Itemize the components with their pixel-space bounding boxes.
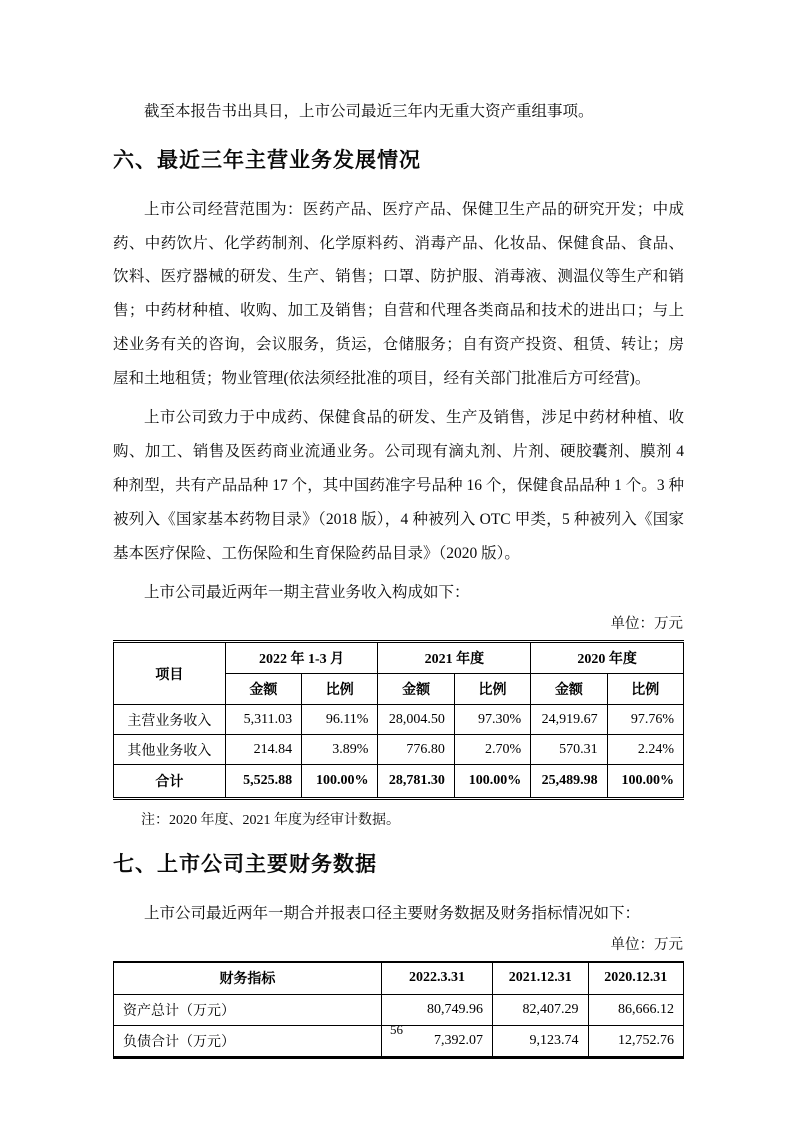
cell-value: 100.00% <box>302 765 378 799</box>
indicator-column-header: 财务指标 <box>114 962 382 995</box>
ratio-header: 比例 <box>302 674 378 705</box>
page-number: 56 <box>390 1022 403 1037</box>
cell-value: 28,781.30 <box>378 765 454 799</box>
row-label: 主营业务收入 <box>114 705 226 735</box>
row-label: 合计 <box>114 765 226 799</box>
intro-paragraph: 截至本报告书出具日，上市公司最近三年内无重大资产重组事项。 <box>144 103 594 120</box>
item-column-header: 项目 <box>114 642 226 705</box>
cell-value: 776.80 <box>378 735 454 765</box>
period-header-2021: 2021 年度 <box>378 642 531 674</box>
financial-data-table <box>113 961 684 1059</box>
cell-value: 5,311.03 <box>225 705 301 735</box>
cell-value: 5,525.88 <box>225 765 301 799</box>
financial-table-header-row <box>114 962 684 995</box>
table-row-main-revenue <box>114 705 684 735</box>
cell-value: 3.89% <box>302 735 378 765</box>
row-label: 资产总计（万元） <box>114 994 382 1025</box>
section6-heading: 六、最近三年主营业务发展情况 <box>113 148 421 172</box>
date-header-2020: 2020.12.31 <box>588 962 684 995</box>
cell-value: 96.11% <box>302 705 378 735</box>
cell-value: 2.70% <box>454 735 530 765</box>
unit-label-financial: 单位：万元 <box>610 936 683 953</box>
table-row-total <box>114 765 684 799</box>
cell-value: 86,666.12 <box>588 994 684 1025</box>
period-header-2022: 2022 年 1-3 月 <box>225 642 378 674</box>
section6-paragraph-3: 上市公司最近两年一期主营业务收入构成如下： <box>144 584 470 602</box>
section6-paragraph-2: 上市公司致力于中成药、保健食品的研发、生产及销售，涉足中药材种植、收购、加工、销售及医药商业流通业务。公司现有滴丸剂、片剂、硬胶囊剂、膜剂 4 种剂型，共有产品品种 17 个，其中国药准字号品种 16 个，保健食品品种 1 个。3 种被列入《国家基本药物目录》（2018 版），4 种被列入 OTC 甲类，5 种被列入《国家基本医疗保险、工伤保险和生育保险药品目录》（2020 版）。 <box>113 409 684 562</box>
amount-header: 金额 <box>378 674 454 705</box>
row-label: 其他业务收入 <box>114 735 226 765</box>
cell-value: 100.00% <box>454 765 530 799</box>
cell-value: 12,752.76 <box>588 1025 684 1057</box>
cell-value: 82,407.29 <box>493 994 588 1025</box>
table-note: 注：2020 年度、2021 年度为经审计数据。 <box>141 813 400 829</box>
section7-paragraph-1: 上市公司最近两年一期合并报表口径主要财务数据及财务指标情况如下： <box>144 904 641 922</box>
cell-value: 214.84 <box>225 735 301 765</box>
date-header-2021: 2021.12.31 <box>493 962 588 995</box>
cell-value: 24,919.67 <box>531 705 607 735</box>
table-header-row-periods <box>114 642 684 674</box>
section6-paragraph-1: 上市公司经营范围为：医药产品、医疗产品、保健卫生产品的研究开发；中成药、中药饮片、化学药制剂、化学原料药、消毒产品、化妆品、保健食品、食品、饮料、医疗器械的研发、生产、销售；口罩、防护服、消毒液、测温仪等生产和销售；中药材种植、收购、加工及销售；自营和代理各类商品和技术的进出口；与上述业务有关的咨询，会议服务，货运，仓储服务；自有资产投资、租赁、转让；房屋和土地租赁；物业管理(依法须经批准的项目，经有关部门批准后方可经营)。 <box>113 200 684 387</box>
cell-value: 100.00% <box>607 765 683 799</box>
cell-value: 80,749.96 <box>381 994 492 1025</box>
section7-heading: 七、上市公司主要财务数据 <box>113 852 377 876</box>
date-header-2022: 2022.3.31 <box>381 962 492 995</box>
cell-value: 7,392.07 <box>381 1025 492 1057</box>
cell-value: 2.24% <box>607 735 683 765</box>
cell-value: 570.31 <box>531 735 607 765</box>
revenue-composition-table <box>113 640 684 800</box>
cell-value: 28,004.50 <box>378 705 454 735</box>
cell-value: 97.76% <box>607 705 683 735</box>
ratio-header: 比例 <box>607 674 683 705</box>
row-label: 负债合计（万元） <box>114 1025 382 1057</box>
cell-value: 9,123.74 <box>493 1025 588 1057</box>
cell-value: 25,489.98 <box>531 765 607 799</box>
unit-label-revenue: 单位：万元 <box>610 616 683 633</box>
table-row-other-revenue <box>114 735 684 765</box>
ratio-header: 比例 <box>454 674 530 705</box>
period-header-2020: 2020 年度 <box>531 642 684 674</box>
table-row-total-assets <box>114 994 684 1025</box>
amount-header: 金额 <box>531 674 607 705</box>
cell-value: 97.30% <box>454 705 530 735</box>
amount-header: 金额 <box>225 674 301 705</box>
